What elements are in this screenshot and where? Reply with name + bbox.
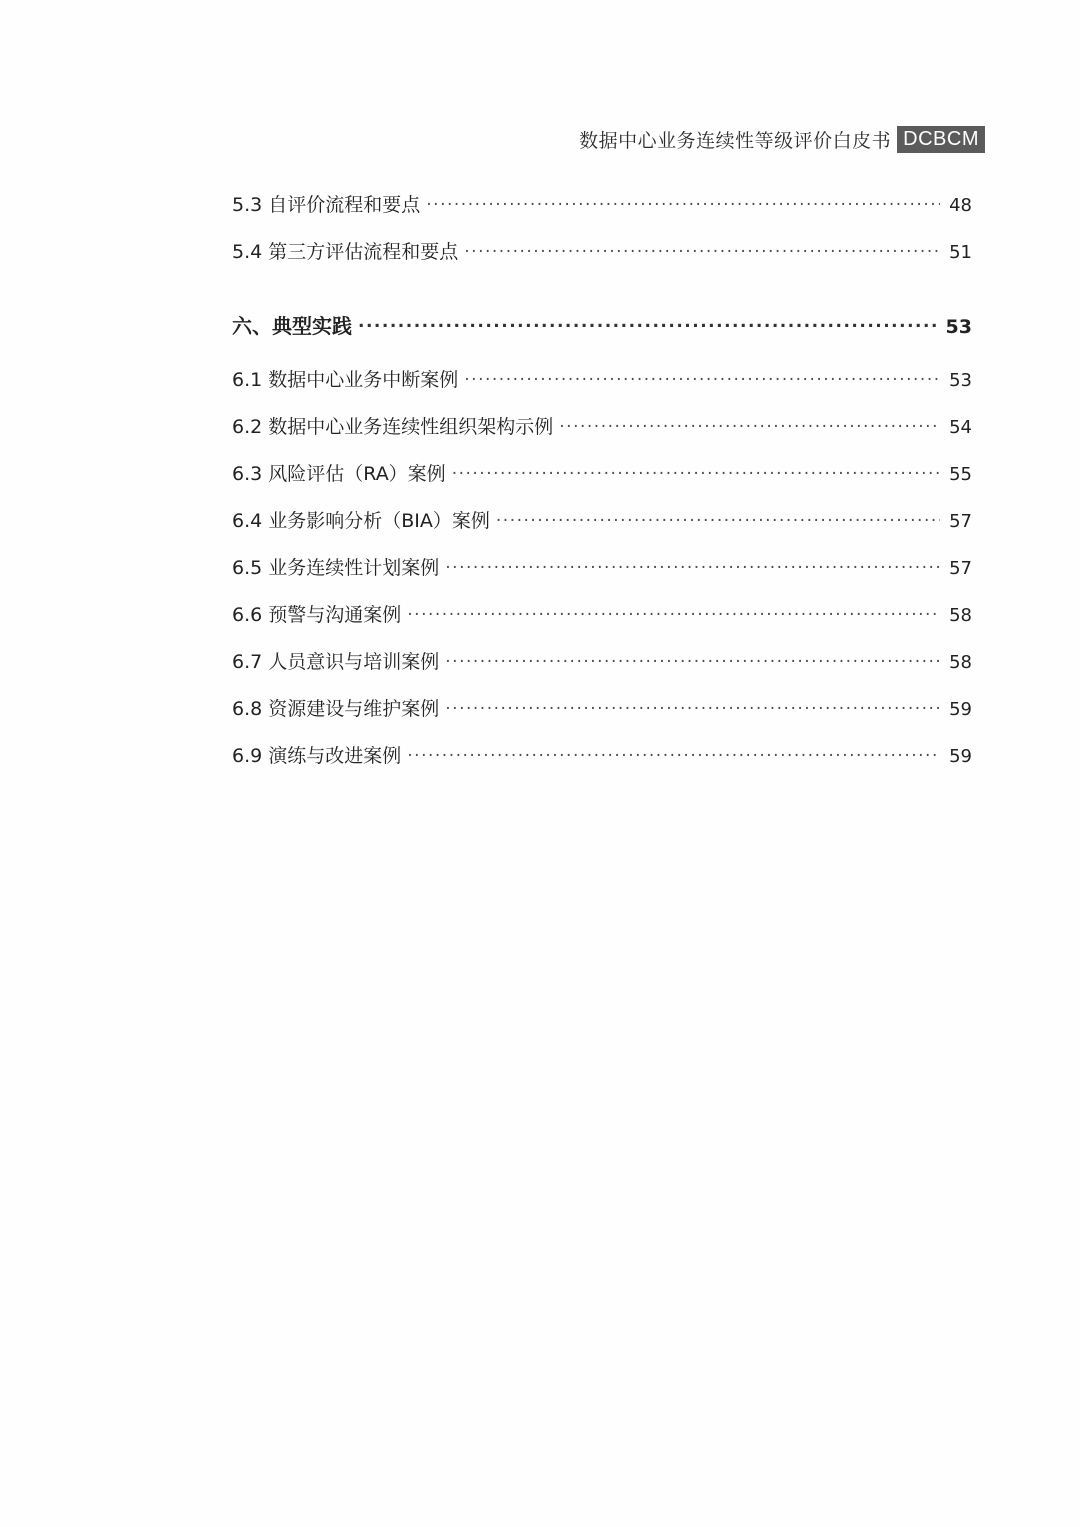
toc-leader-dots [445, 696, 940, 715]
toc-entry[interactable] [232, 647, 972, 674]
toc-entry-label: 6.2 数据中心业务连续性组织架构示例 [232, 416, 554, 438]
toc-entry-label: 6.4 业务影响分析（BIA）案例 [232, 510, 490, 532]
toc-entry[interactable] [232, 237, 972, 264]
toc-leader-dots [407, 602, 940, 621]
toc-leader-dots [358, 313, 940, 333]
toc-entry[interactable] [232, 741, 972, 768]
toc-leader-dots [496, 508, 940, 527]
toc-entry[interactable] [232, 412, 972, 439]
toc-entry-label: 6.8 资源建设与维护案例 [232, 698, 440, 720]
toc-entry-label: 6.9 演练与改进案例 [232, 745, 402, 767]
toc-entry[interactable] [232, 506, 972, 533]
table-of-contents [232, 190, 972, 788]
toc-entry-page: 58 [949, 652, 972, 673]
toc-entry-page: 54 [949, 417, 972, 438]
toc-leader-dots [464, 367, 940, 386]
toc-entry[interactable] [232, 600, 972, 627]
toc-leader-dots [407, 743, 940, 762]
toc-entry-label: 6.7 人员意识与培训案例 [232, 651, 440, 673]
page-header [0, 126, 1080, 153]
toc-entry-page: 51 [949, 242, 972, 263]
toc-entry-page: 48 [949, 195, 972, 216]
toc-entry-section[interactable] [232, 310, 972, 339]
toc-entry-page: 53 [949, 370, 972, 391]
toc-entry-page: 53 [945, 316, 972, 338]
toc-entry[interactable] [232, 553, 972, 580]
toc-leader-dots [426, 192, 940, 211]
toc-entry[interactable] [232, 694, 972, 721]
toc-entry-page: 59 [949, 746, 972, 767]
document-badge: DCBCM [897, 126, 985, 153]
toc-entry-page: 58 [949, 605, 972, 626]
toc-entry-label: 6.5 业务连续性计划案例 [232, 557, 440, 579]
toc-entry[interactable] [232, 365, 972, 392]
toc-entry-page: 57 [949, 558, 972, 579]
toc-entry-page: 55 [949, 464, 972, 485]
toc-leader-dots [445, 649, 940, 668]
toc-entry-label: 6.1 数据中心业务中断案例 [232, 369, 459, 391]
toc-leader-dots [445, 555, 940, 574]
toc-leader-dots [464, 239, 940, 258]
toc-entry-page: 59 [949, 699, 972, 720]
toc-entry-label: 6.3 风险评估（RA）案例 [232, 463, 446, 485]
toc-leader-dots [559, 414, 940, 433]
toc-entry-label: 5.4 第三方评估流程和要点 [232, 241, 459, 263]
toc-entry[interactable] [232, 190, 972, 217]
toc-entry-page: 57 [949, 511, 972, 532]
toc-entry-label: 六、典型实践 [232, 314, 352, 338]
toc-entry-label: 6.6 预警与沟通案例 [232, 604, 402, 626]
toc-entry[interactable] [232, 459, 972, 486]
toc-leader-dots [452, 461, 940, 480]
document-title: 数据中心业务连续性等级评价白皮书 [579, 130, 892, 152]
toc-entry-label: 5.3 自评价流程和要点 [232, 194, 421, 216]
